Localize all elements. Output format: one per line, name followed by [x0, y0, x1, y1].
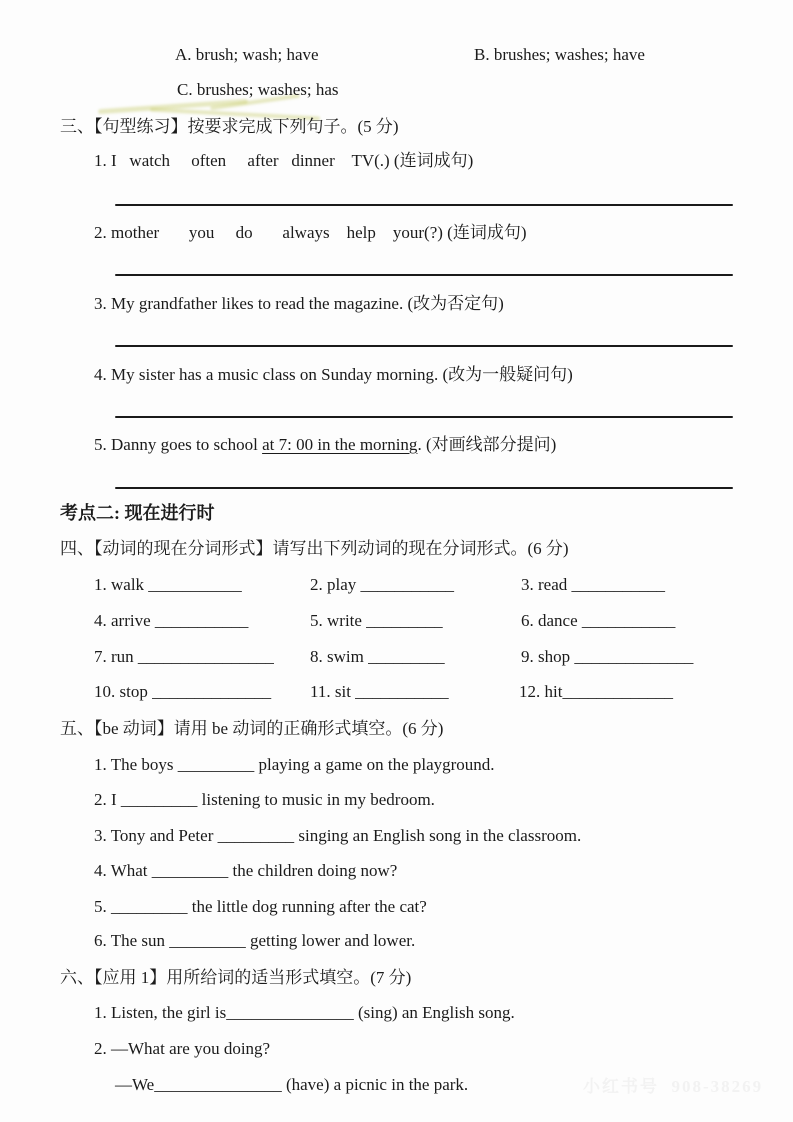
- answer-line-1: [115, 204, 733, 206]
- section4-item-hit: 12. hit_____________: [519, 682, 673, 701]
- section4-item-arrive: 4. arrive ___________: [94, 611, 249, 630]
- section5-item-2: 2. I _________ listening to music in my bedroom.: [94, 790, 435, 809]
- section4-item-stop: 10. stop ______________: [94, 682, 272, 701]
- section6-item-2-question: 2. —What are you doing?: [94, 1039, 271, 1058]
- answer-line-4: [115, 416, 733, 418]
- answer-line-5: [115, 487, 733, 489]
- section4-item-swim: 8. swim _________: [310, 647, 445, 666]
- section6-heading: 六、【应用 1】用所给词的适当形式填空。(7 分): [60, 968, 412, 987]
- section4-item-write: 5. write _________: [310, 611, 443, 630]
- option-c: C. brushes; washes; has: [177, 80, 339, 99]
- section3-item-2: 2. mother you do always help your(?) (连词成句): [94, 223, 527, 242]
- section3-item-5-underlined-part: at 7: 00 in the morning: [262, 435, 418, 454]
- section4-item-play: 2. play ___________: [310, 575, 455, 594]
- section4-item-read: 3. read ___________: [521, 575, 666, 594]
- option-a: A. brush; wash; have: [175, 45, 319, 64]
- answer-line-2: [115, 274, 733, 276]
- section5-item-4: 4. What _________ the children doing now?: [94, 861, 398, 880]
- section5-item-3: 3. Tony and Peter _________ singing an English song in the classroom.: [94, 826, 582, 845]
- section5-heading: 五、【be 动词】请用 be 动词的正确形式填空。(6 分): [60, 719, 444, 738]
- section4-heading: 四、【动词的现在分词形式】请写出下列动词的现在分词形式。(6 分): [60, 539, 569, 558]
- section4-item-shop: 9. shop ______________: [521, 647, 694, 666]
- section3-item-4: 4. My sister has a music class on Sunday morning. (改为一般疑问句): [94, 365, 573, 384]
- section3-item-1: 1. I watch often after dinner TV(.) (连词成句): [94, 151, 474, 170]
- watermark: 小红书号 908-38269: [583, 1077, 764, 1096]
- section5-item-5: 5. _________ the little dog running after the cat?: [94, 897, 427, 916]
- topic2-heading: 考点二: 现在进行时: [60, 503, 215, 523]
- section3-item-3: 3. My grandfather likes to read the magazine. (改为否定句): [94, 294, 504, 313]
- section6-item-2-answer: —We_______________ (have) a picnic in the park.: [115, 1075, 469, 1094]
- section4-item-dance: 6. dance ___________: [521, 611, 676, 630]
- section3-item-5-prefix: 5. Danny goes to school: [94, 435, 263, 454]
- answer-line-3: [115, 345, 733, 347]
- option-b: B. brushes; washes; have: [474, 45, 645, 64]
- section5-item-6: 6. The sun _________ getting lower and lower.: [94, 931, 416, 950]
- section4-item-walk: 1. walk ___________: [94, 575, 242, 594]
- section4-item-run: 7. run ________________: [94, 647, 274, 666]
- section3-item-5: [94, 434, 556, 455]
- section6-item-1: 1. Listen, the girl is_______________ (sing) an English song.: [94, 1003, 515, 1022]
- section5-item-1: 1. The boys _________ playing a game on the playground.: [94, 755, 495, 774]
- section4-item-sit: 11. sit ___________: [310, 682, 449, 701]
- section3-heading: 三、【句型练习】按要求完成下列句子。(5 分): [60, 117, 399, 136]
- section3-item-5-suffix: . (对画线部分提问): [417, 435, 557, 454]
